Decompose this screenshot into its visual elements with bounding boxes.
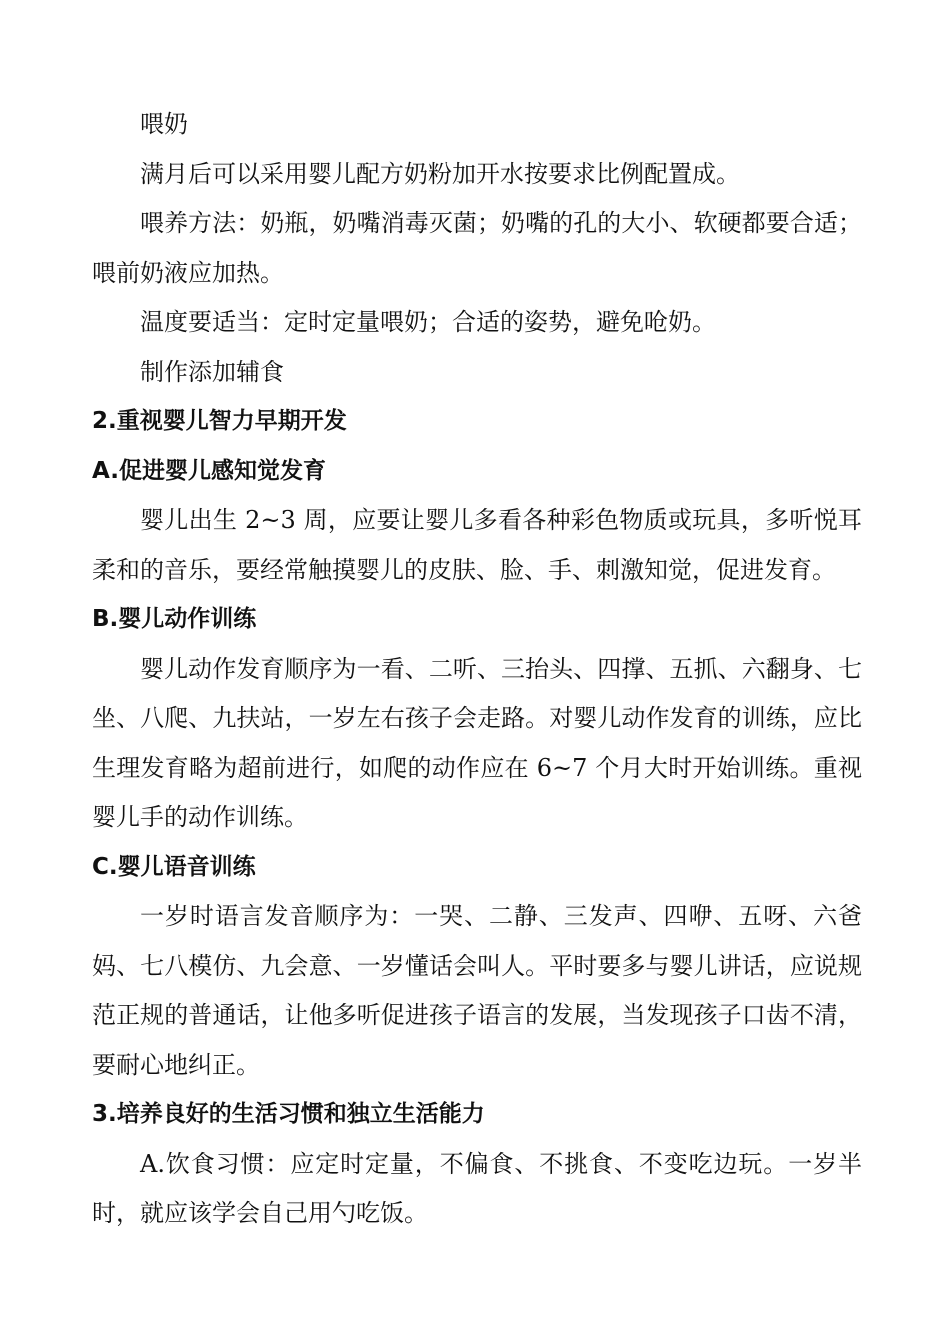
document-page: [92, 100, 862, 1239]
paragraph-formula: 满月后可以采用婴儿配方奶粉加开水按要求比例配置成。: [140, 159, 740, 188]
paragraph-feeding-title: 喂奶: [140, 110, 188, 138]
paragraph-feeding-method: 喂养方法：奶瓶，奶嘴消毒灭菌；奶嘴的孔的大小、软硬都要合适；喂前奶液应加热。: [92, 209, 862, 287]
heading-intelligence-development: 2.重视婴儿智力早期开发: [92, 408, 347, 434]
paragraph-perception: 婴儿出生 2~3 周，应要让婴儿多看各种彩色物质或玩具，多听悦耳柔和的音乐，要经常触摸婴儿的皮肤、脸、手、刺激知觉，促进发育。: [92, 506, 862, 584]
paragraph-speech-training: 一岁时语言发音顺序为：一哭、二静、三发声、四咿、五呀、六爸妈、七八模仿、九会意、一岁懂话会叫人。平时要多与婴儿讲话，应说规范正规的普通话，让他多听促进孩子语言的发展，当发现孩子口齿不清，要耐心地纠正。: [92, 902, 862, 1079]
paragraph-motor-training: 婴儿动作发育顺序为一看、二听、三抬头、四撑、五抓、六翻身、七坐、八爬、九扶站，一岁左右孩子会走路。对婴儿动作发育的训练，应比生理发育略为超前进行，如爬的动作应在 6~7 个月大时开始训练。重视婴儿手的动作训练。: [92, 654, 862, 831]
heading-living-habits: 3.培养良好的生活习惯和独立生活能力: [92, 1101, 485, 1127]
heading-perception: A.促进婴儿感知觉发育: [92, 457, 326, 484]
heading-speech-training: C.婴儿语音训练: [92, 853, 256, 880]
paragraph-temperature: 温度要适当：定时定量喂奶；合适的姿势，避免呛奶。: [140, 308, 716, 336]
paragraph-supplementary-food: 制作添加辅食: [140, 357, 284, 386]
heading-motor-training: B.婴儿动作训练: [92, 606, 257, 632]
paragraph-eating-habits: A.饮食习惯：应定时定量，不偏食、不挑食、不变吃边玩。一岁半时，就应该学会自己用勺吃饭。: [92, 1149, 862, 1227]
